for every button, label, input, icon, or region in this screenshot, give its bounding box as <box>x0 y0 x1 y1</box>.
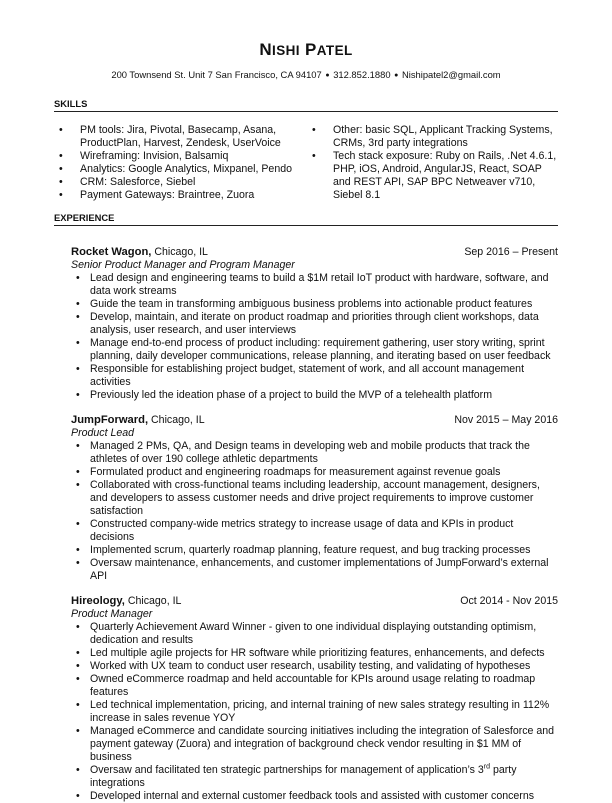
resume-page <box>54 40 558 803</box>
skill-item: • CRM: Salesforce, Siebel <box>58 176 308 189</box>
job-hireology <box>54 595 558 803</box>
job-header <box>54 595 558 608</box>
candidate-name: NISHI PATEL <box>259 40 353 59</box>
job-bullets <box>54 621 558 803</box>
bullet-item: • Owned eCommerce roadmap and held accountable for KPIs around usage relating to roadmap features <box>90 673 558 699</box>
job-header <box>54 414 558 427</box>
bullet-item: • Managed eCommerce and candidate sourcing initiatives including the integration of Salesforce and payment gateway (Zuora) and integration of background check vendor resulting in $1 MM of business <box>90 725 558 764</box>
job-location: Chicago, IL <box>151 414 205 426</box>
bullet-item: • Develop, maintain, and iterate on product roadmap and priorities through client workshops, data analysis, user research, and user interviews <box>90 311 558 337</box>
bullet-item: • Oversaw and facilitated ten strategic partnerships for management of application’s 3rd party integrations <box>90 764 558 790</box>
bullet-item: • Developed internal and external customer feedback tools and assisted with customer concerns <box>90 790 558 803</box>
company-name: Rocket Wagon, <box>71 246 152 258</box>
skill-item: • Payment Gateways: Braintree, Zuora <box>58 189 308 202</box>
bullet-separator-icon: ● <box>394 72 399 79</box>
phone: 312.852.1880 <box>333 69 391 80</box>
job-header <box>54 246 558 259</box>
job-location: Chicago, IL <box>127 595 182 607</box>
bullet-item: • Led multiple agile projects for HR software while prioritizing features, enhancements, and defects <box>90 647 558 660</box>
job-rocket-wagon <box>54 246 558 402</box>
bullet-item: • Guide the team in transforming ambiguous business problems into actionable product features <box>90 298 558 311</box>
skills-left-column <box>58 124 308 202</box>
skill-item: • Other: basic SQL, Applicant Tracking Systems, CRMs, 3rd party integrations <box>311 124 557 150</box>
bullet-item: • Oversaw maintenance, enhancements, and customer implementations of JumpForward’s external API <box>90 557 558 583</box>
email: Nishipatel2@gmail.com <box>402 69 501 80</box>
job-title: Product Manager <box>71 608 153 620</box>
bullet-item: • Worked with UX team to conduct user research, usability testing, and validating of hypotheses <box>90 660 558 673</box>
bullet-item: • Led technical implementation, pricing, and internal training of new sales strategy resulting in 112% increase in sales revenue YOY <box>90 699 558 725</box>
bullet-item: • Constructed company-wide metrics strategy to increase usage of data and KPIs in product decisions <box>90 518 558 544</box>
bullet-item: • Manage end-to-end process of product including: requirement gathering, user story writing, sprint planning, daily developer communications, release planning, and iterating based on user feedback <box>90 337 558 363</box>
bullet-item: • Implemented scrum, quarterly roadmap planning, feature request, and bug tracking processes <box>90 544 558 557</box>
bullet-item: • Collaborated with cross-functional teams including leadership, account management, designers, and developers to assess customer needs and drive project requirements to improve customer satisfaction <box>90 479 558 518</box>
bullet-item: • Quarterly Achievement Award Winner - given to one individual displaying outstanding optimism, dedication and results <box>90 621 558 647</box>
skill-item: • Tech stack exposure: Ruby on Rails, .Net 4.6.1, PHP, iOS, Android, AngularJS, React, SOAP and REST API, SAP BPC Netweaver v710, Siebel 8.1 <box>311 150 557 202</box>
contact-line <box>54 69 558 83</box>
job-title: Senior Product Manager and Program Manager <box>71 259 295 271</box>
bullet-item: • Managed 2 PMs, QA, and Design teams in developing web and mobile products that track the athletes of over 190 college athletic departments <box>90 440 558 466</box>
bullet-item: • Lead design and engineering teams to build a $1M retail IoT product with hardware, software, and data work streams <box>90 272 558 298</box>
skills-right-column <box>311 124 557 202</box>
job-title: Product Lead <box>71 427 135 439</box>
skills-heading: SKILLS <box>54 98 558 112</box>
bullet-item: • Previously led the ideation phase of a project to build the MVP of a telehealth platform <box>90 389 558 402</box>
address: 200 Townsend St. Unit 7 San Francisco, CA 94107 <box>111 69 322 80</box>
job-location: Chicago, IL <box>154 246 208 258</box>
skill-item: • Analytics: Google Analytics, Mixpanel, Pendo <box>58 163 308 176</box>
company-name: Hireology, <box>71 595 125 607</box>
skill-item: • PM tools: Jira, Pivotal, Basecamp, Asana, ProductPlan, Harvest, Zendesk, UserVoice <box>58 124 308 150</box>
job-dates: Nov 2015 – May 2016 <box>454 414 558 426</box>
experience-heading: EXPERIENCE <box>54 212 558 226</box>
bullet-item: • Formulated product and engineering roadmaps for measurement against revenue goals <box>90 466 558 479</box>
job-dates: Oct 2014 - Nov 2015 <box>460 595 558 607</box>
job-bullets <box>54 440 558 583</box>
job-dates: Sep 2016 – Present <box>464 246 558 258</box>
company-name: JumpForward, <box>71 414 149 426</box>
bullet-item: • Responsible for establishing project budget, statement of work, and all account management activities <box>90 363 558 389</box>
job-bullets <box>54 272 558 402</box>
skills-section <box>54 124 558 202</box>
job-jumpforward <box>54 414 558 583</box>
bullet-separator-icon: ● <box>325 72 330 79</box>
skill-item: • Wireframing: Invision, Balsamiq <box>58 150 308 163</box>
